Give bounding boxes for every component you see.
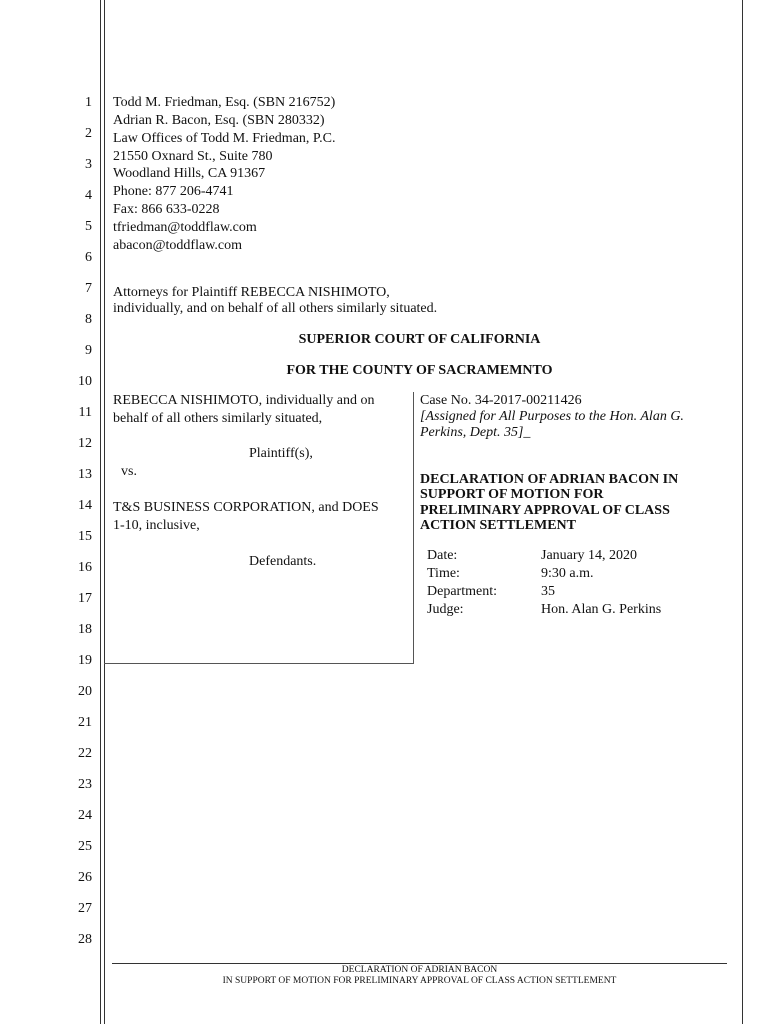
defendant-name: T&S BUSINESS CORPORATION, and DOES bbox=[113, 500, 379, 515]
document-title: ACTION SETTLEMENT bbox=[420, 518, 576, 533]
line-number: 9 bbox=[85, 343, 92, 358]
hearing-label: Department: bbox=[427, 584, 497, 599]
attorney-line: Fax: 866 633-0228 bbox=[113, 202, 220, 217]
hearing-value: 35 bbox=[541, 584, 555, 599]
line-number: 26 bbox=[78, 870, 92, 885]
hearing-label: Date: bbox=[427, 548, 458, 563]
line-number: 3 bbox=[85, 157, 92, 172]
line-number: 16 bbox=[78, 560, 92, 575]
assigned-judge-note: Perkins, Dept. 35]_ bbox=[420, 425, 531, 440]
attorney-line: Todd M. Friedman, Esq. (SBN 216752) bbox=[113, 95, 336, 110]
line-number: 12 bbox=[78, 436, 92, 451]
hearing-label: Time: bbox=[427, 566, 460, 581]
plaintiff-name: behalf of all others similarly situated, bbox=[113, 411, 323, 426]
line-number: 22 bbox=[78, 746, 92, 761]
document-title: PRELIMINARY APPROVAL OF CLASS bbox=[420, 503, 670, 518]
attorneys-for-line: Attorneys for Plaintiff REBECCA NISHIMOTO, bbox=[113, 285, 390, 300]
line-number: 11 bbox=[78, 405, 92, 420]
line-number: 17 bbox=[78, 591, 92, 606]
hearing-value: January 14, 2020 bbox=[541, 548, 638, 563]
assigned-judge-note: [Assigned for All Purposes to the Hon. Alan G. bbox=[420, 409, 684, 424]
document-title: DECLARATION OF ADRIAN BACON IN bbox=[420, 472, 679, 487]
hearing-label: Judge: bbox=[427, 602, 464, 617]
line-number: 18 bbox=[78, 622, 92, 637]
attorney-line: Phone: 877 206-4741 bbox=[113, 184, 234, 199]
line-number: 24 bbox=[78, 808, 92, 823]
document-title: SUPPORT OF MOTION FOR bbox=[420, 487, 604, 502]
line-number: 27 bbox=[78, 901, 92, 916]
plaintiff-role: Plaintiff(s), bbox=[249, 446, 313, 461]
line-number: 6 bbox=[85, 250, 92, 265]
attorney-email: tfriedman@toddflaw.com bbox=[113, 220, 257, 235]
line-number: 25 bbox=[78, 839, 92, 854]
line-number: 2 bbox=[85, 126, 92, 141]
line-number: 23 bbox=[78, 777, 92, 792]
line-number: 21 bbox=[78, 715, 92, 730]
hearing-value: 9:30 a.m. bbox=[541, 566, 594, 581]
line-number: 13 bbox=[78, 467, 92, 482]
plaintiff-name: REBECCA NISHIMOTO, individually and on bbox=[113, 393, 375, 408]
versus-label: vs. bbox=[121, 464, 137, 479]
left-margin-rule-outer bbox=[100, 0, 101, 1024]
footer-divider bbox=[112, 963, 727, 964]
line-number: 10 bbox=[78, 374, 92, 389]
line-number: 8 bbox=[85, 312, 92, 327]
line-number: 28 bbox=[78, 932, 92, 947]
line-number: 20 bbox=[78, 684, 92, 699]
hearing-value: Hon. Alan G. Perkins bbox=[541, 602, 662, 617]
court-name: SUPERIOR COURT OF CALIFORNIA bbox=[298, 332, 541, 347]
attorney-email: abacon@toddflaw.com bbox=[113, 238, 242, 253]
line-number: 7 bbox=[85, 281, 92, 296]
court-county: FOR THE COUNTY OF SACRAMEMNTO bbox=[286, 363, 553, 378]
attorney-line: Woodland Hills, CA 91367 bbox=[113, 166, 266, 181]
line-number: 19 bbox=[78, 653, 92, 668]
attorneys-for-line: individually, and on behalf of all others similarly situated. bbox=[113, 301, 438, 316]
attorney-line: Law Offices of Todd M. Friedman, P.C. bbox=[113, 131, 336, 146]
line-number: 14 bbox=[78, 498, 92, 513]
attorney-line: Adrian R. Bacon, Esq. (SBN 280332) bbox=[113, 113, 325, 128]
line-number: 1 bbox=[85, 95, 92, 110]
footer-title: DECLARATION OF ADRIAN BACON bbox=[341, 965, 498, 975]
line-number: 15 bbox=[78, 529, 92, 544]
right-margin-rule bbox=[742, 0, 743, 1024]
case-number: Case No. 34-2017-00211426 bbox=[420, 393, 582, 408]
defendant-role: Defendants. bbox=[249, 554, 317, 569]
footer-subtitle: IN SUPPORT OF MOTION FOR PRELIMINARY APPROVAL OF CLASS ACTION SETTLEMENT bbox=[222, 976, 617, 986]
attorney-line: 21550 Oxnard St., Suite 780 bbox=[113, 149, 273, 164]
defendant-name: 1-10, inclusive, bbox=[113, 518, 200, 533]
line-number: 4 bbox=[85, 188, 92, 203]
line-number: 5 bbox=[85, 219, 92, 234]
